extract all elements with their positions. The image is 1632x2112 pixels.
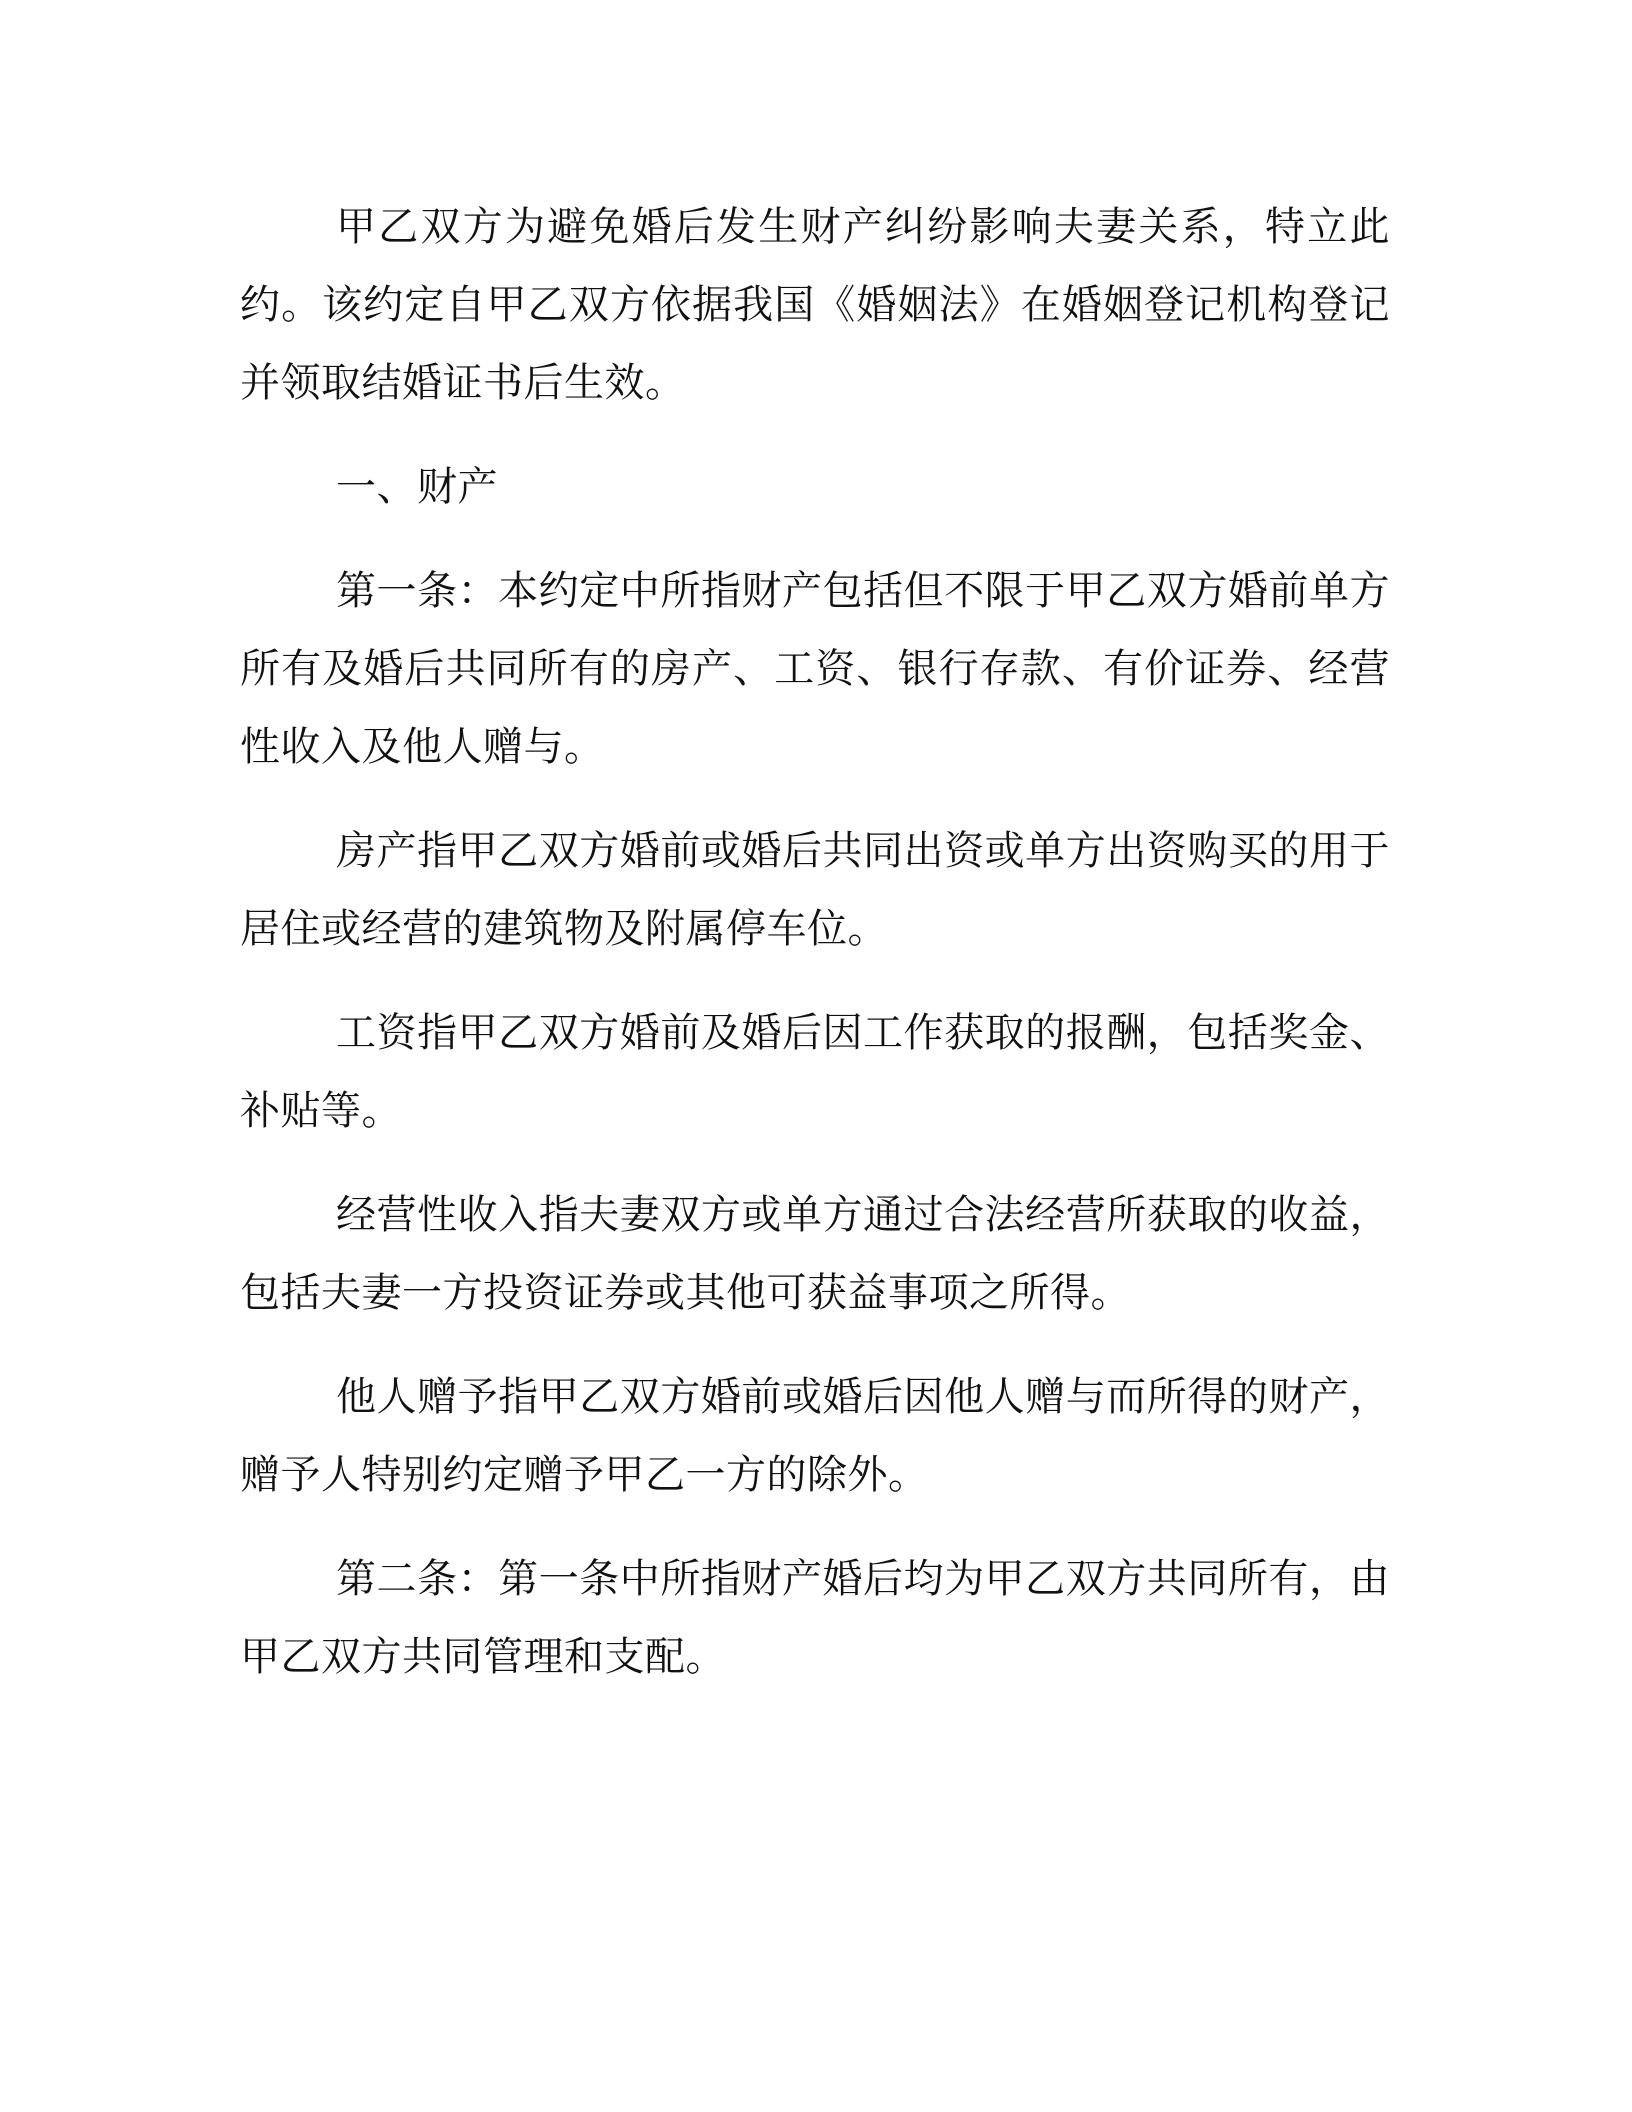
business-income-definition-paragraph: 经营性收入指夫妻双方或单方通过合法经营所获取的收益，包括夫妻一方投资证券或其他可获益事项之所得。 bbox=[240, 1192, 1390, 1316]
section-heading: 一、财产 bbox=[336, 464, 498, 510]
document-body bbox=[240, 188, 1390, 1722]
article-1-paragraph: 第一条：本约定中所指财产包括但不限于甲乙双方婚前单方所有及婚后共同所有的房产、工资、银行存款、有价证券、经营性收入及他人赠与。 bbox=[240, 568, 1390, 770]
article-2-paragraph: 第二条：第一条中所指财产婚后均为甲乙双方共同所有，由甲乙双方共同管理和支配。 bbox=[240, 1556, 1390, 1680]
gift-definition-paragraph: 他人赠予指甲乙双方婚前或婚后因他人赠与而所得的财产，赠予人特别约定赠予甲乙一方的除外。 bbox=[240, 1374, 1390, 1498]
intro-paragraph: 甲乙双方为避免婚后发生财产纠纷影响夫妻关系，特立此约。该约定自甲乙双方依据我国《婚姻法》在婚姻登记机构登记并领取结婚证书后生效。 bbox=[240, 204, 1390, 406]
property-definition-paragraph: 房产指甲乙双方婚前或婚后共同出资或单方出资购买的用于居住或经营的建筑物及附属停车位。 bbox=[240, 828, 1390, 952]
wage-definition-paragraph: 工资指甲乙双方婚前及婚后因工作获取的报酬，包括奖金、补贴等。 bbox=[240, 1010, 1390, 1134]
